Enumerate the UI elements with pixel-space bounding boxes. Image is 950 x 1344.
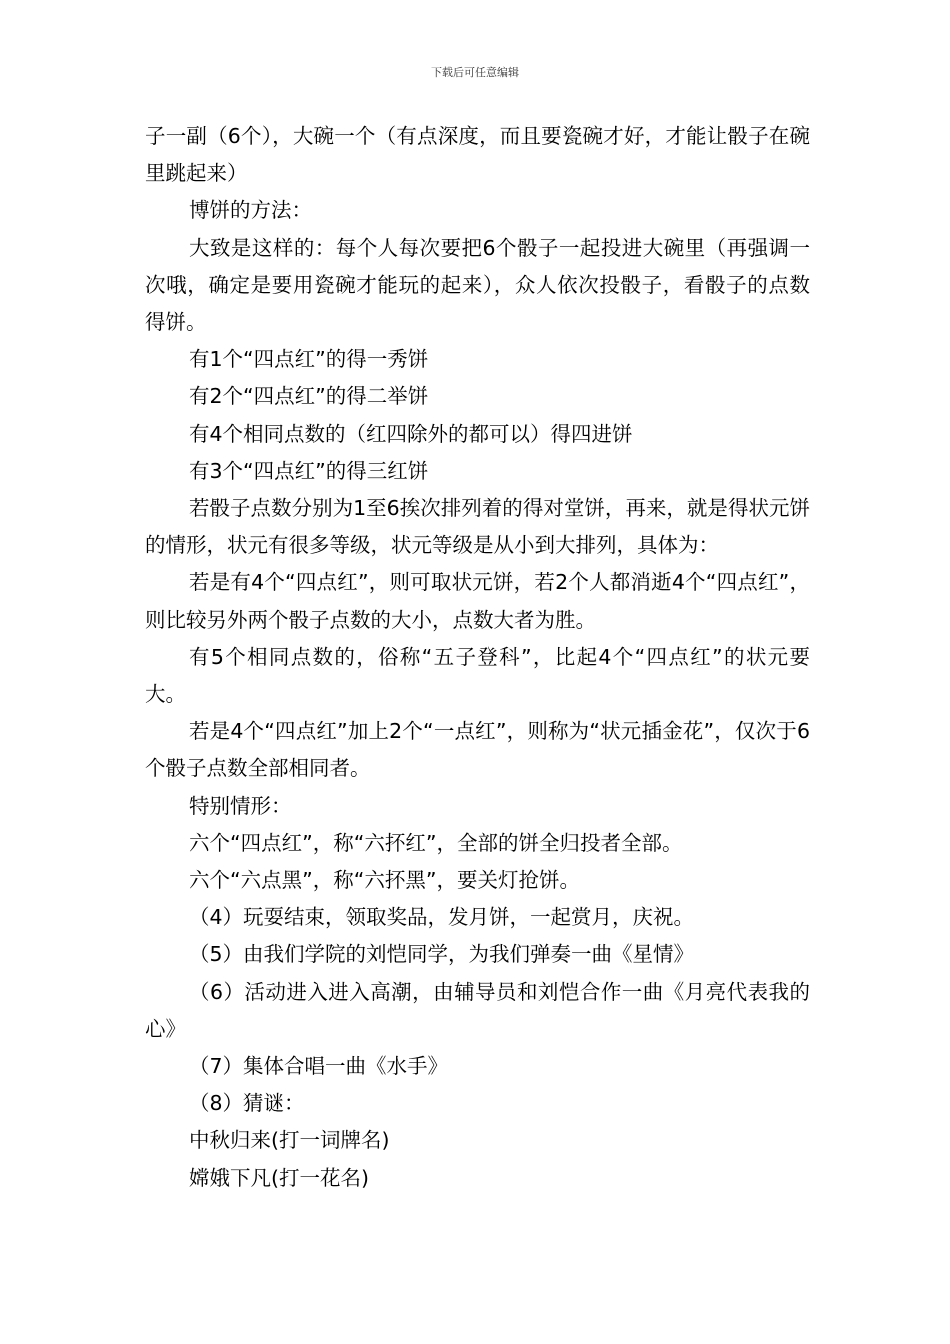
- paragraph-rule-zhuangyuan: 若是有4个“四点红”，则可取状元饼，若2个人都消逝4个“四点红”，则比较另外两个骰子点数的大小，点数大者为胜。: [145, 570, 810, 632]
- paragraph-step-8: （8）猜谜：: [189, 1091, 305, 1116]
- paragraph-step-5: （5）由我们学院的刘恺同学，为我们弹奏一曲《星情》: [189, 942, 695, 967]
- paragraph-rule-chajinhua: 若是4个“四点红”加上2个“一点红”，则称为“状元插金花”，仅次于6个骰子点数全部相同者。: [145, 719, 810, 781]
- paragraph-riddle-1: 中秋归来(打一词牌名): [189, 1128, 390, 1153]
- paragraph-step-7: （7）集体合唱一曲《水手》: [189, 1054, 449, 1079]
- paragraph-special-liubohei: 六个“六点黑”，称“六抔黑”，要关灯抢饼。: [189, 868, 580, 893]
- paragraph-method-description: 大致是这样的：每个人每次要把6个骰子一起投进大碗里（再强调一次哦，确定是要用瓷碗才能玩的起来），众人依次投骰子，看骰子的点数得饼。: [145, 235, 810, 335]
- paragraph-special-heading: 特别情形：: [189, 793, 292, 818]
- paragraph-rule-sanhong: 有3个“四点红”的得三红饼: [189, 458, 429, 483]
- paragraph-rule-yixiu: 有1个“四点红”的得一秀饼: [189, 347, 429, 372]
- paragraph-rule-sijin: 有4个相同点数的（红四除外的都可以）得四进饼: [189, 421, 633, 446]
- paragraph-dice-equipment: 子一副（6个），大碗一个（有点深度，而且要瓷碗才好，才能让骰子在碗里跳起来）: [145, 124, 810, 186]
- page-header: 下载后可任意编辑: [431, 66, 519, 79]
- paragraph-method-heading: 博饼的方法：: [189, 198, 312, 223]
- paragraph-rule-erju: 有2个“四点红”的得二举饼: [189, 384, 429, 409]
- paragraph-riddle-2: 嫦娥下凡(打一花名): [189, 1165, 369, 1190]
- paragraph-rule-duitang: 若骰子点数分别为1至6挨次排列着的得对堂饼，再来，就是得状元饼的情形，状元有很多等级，状元等级是从小到大排列，具体为：: [145, 496, 810, 558]
- paragraph-special-liubohong: 六个“四点红”，称“六抔红”，全部的饼全归投者全部。: [189, 830, 683, 855]
- document-body: [145, 118, 810, 1197]
- paragraph-rule-wuzi: 有5个相同点数的，俗称“五子登科”，比起4个“四点红”的状元要大。: [145, 644, 810, 707]
- paragraph-step-4: （4）玩耍结束，领取奖品，发月饼，一起赏月，庆祝。: [189, 905, 695, 930]
- paragraph-step-6: （6）活动进入进入高潮，由辅导员和刘恺合作一曲《月亮代表我的心》: [145, 979, 810, 1041]
